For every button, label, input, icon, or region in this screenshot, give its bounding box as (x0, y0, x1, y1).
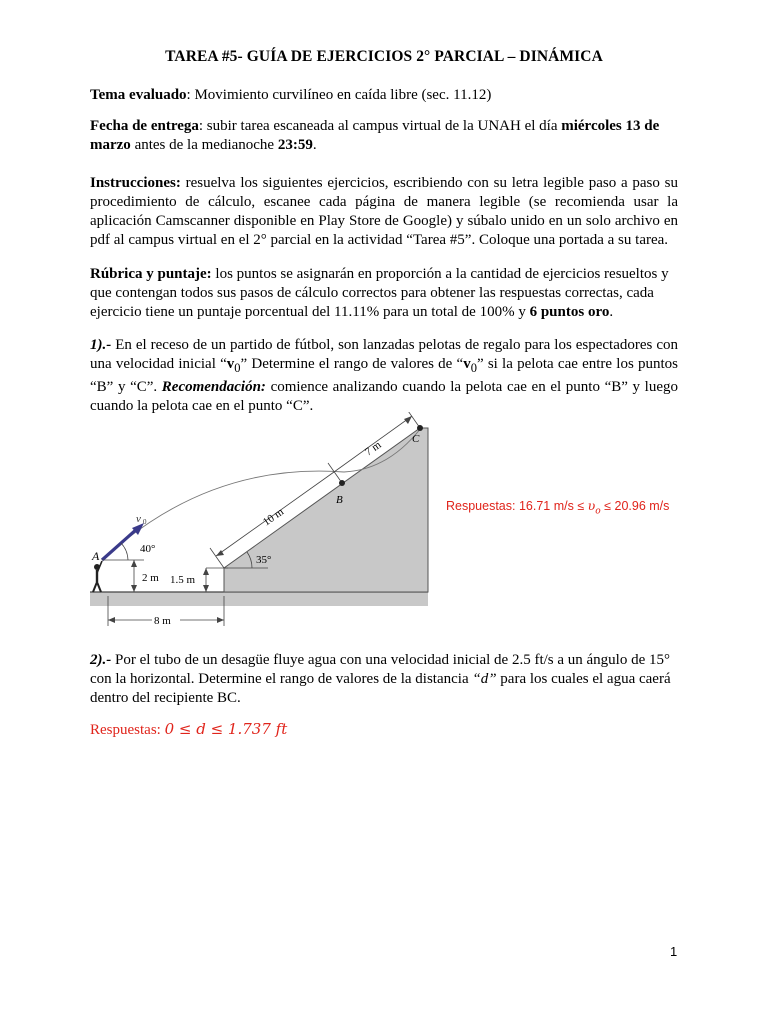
problem1-v0-sub: 0 (234, 361, 241, 375)
problem1-number: 1).- (90, 337, 112, 353)
label-c: C (412, 433, 420, 445)
rubrica-end: . (609, 304, 614, 320)
fecha-label: Fecha de entrega (90, 118, 199, 134)
fecha-end: . (312, 137, 317, 153)
problem1-text-2: ” Determine el rango de valores de “ (240, 356, 464, 372)
label-v0-sub: 0 (143, 518, 147, 526)
problem1-answer (446, 498, 669, 517)
problem1-answer-suffix: ≤ 20.96 m/s (600, 499, 670, 513)
problem1-answer-var: υ (587, 498, 596, 513)
label-10m: 10 m (260, 505, 286, 529)
problem1-figure (88, 412, 430, 632)
point-b-marker (339, 480, 345, 486)
instrucciones-label: Instrucciones: (90, 175, 181, 191)
problem2-number: 2).- (90, 652, 112, 668)
tema-text: : Movimiento curvilíneo en caída libre (sec. 11.12) (186, 87, 492, 103)
problem1-text-3: ” si la pelota cae entre los puntos “B” y “C”. (90, 356, 679, 395)
problem2-var-d: “d” (472, 671, 497, 687)
problem2-answer-prefix: Respuestas: (90, 722, 165, 738)
problem1-text: En el receso de un partido de fútbol, son lanzadas pelotas de regalo para los espectadores con una velocidad inicial “ (90, 337, 678, 372)
problem1-v0-sub-2: 0 (470, 361, 477, 375)
ground (90, 592, 428, 606)
problem2-answer (90, 720, 287, 739)
fecha-text: : subir tarea escaneada al campus virtual de la UNAH el día (198, 118, 562, 134)
v0-arrow (102, 528, 138, 560)
problem2-text: Por el tubo de un desagüe fluye agua con una velocidad inicial de 2.5 ft/s a un ángulo de 15° con la horizontal. Determine el rango de valores de la distancia (90, 652, 671, 687)
label-2m: 2 m (142, 572, 159, 584)
instrucciones-text: resuelva los siguientes ejercicios, escribiendo con su letra legible paso a paso su procedimiento de cálculo, escanee cada página de manera legible (se recomienda usar la aplicación Camscanner disponible en Play Store de Google) y súbalo unido en un solo archivo en pdf al campus virtual en el 2° parcial en la actividad “Tarea #5”. Coloque una portada a su tarea. (90, 175, 678, 248)
problem1-answer-prefix: Respuestas: 16.71 m/s ≤ (446, 499, 588, 513)
fecha-date: miércoles 13 de marzo (90, 118, 660, 153)
tema-paragraph (90, 86, 678, 105)
rubrica-points: 6 puntos oro (529, 304, 610, 320)
label-angle-35: 35° (256, 554, 272, 566)
label-b: B (336, 494, 343, 506)
label-1-5m: 1.5 m (170, 574, 196, 586)
rubrica-paragraph (90, 265, 678, 322)
instrucciones-paragraph (90, 174, 678, 250)
label-angle-40: 40° (140, 543, 156, 555)
problem2-paragraph (90, 651, 678, 708)
page-title: TAREA #5- GUÍA DE EJERCICIOS 2° PARCIAL – DINÁMICA (165, 48, 603, 65)
label-7m: 7 m (362, 438, 384, 459)
rubrica-text: los puntos se asignarán en proporción a la cantidad de ejercicios resueltos y que contengan todos sus pasos de cálculo correctos para obtener las respuestas correctas, cada ejercicio tiene un puntaje porcentual del 11.11% para un total de 100% y (90, 266, 669, 320)
problem1-v0: v (226, 356, 235, 372)
rubrica-label: Rúbrica y puntaje: (90, 266, 212, 282)
tema-label: Tema evaluado (90, 87, 187, 103)
label-v0: v (136, 513, 141, 525)
problem1-recommendation-label: Recomendación: (161, 379, 266, 395)
problem1-v0-2: v (463, 356, 471, 372)
problem1-paragraph (90, 336, 678, 416)
thrower-figure (93, 561, 102, 592)
label-a: A (92, 549, 100, 563)
problem1-answer-sub: o (595, 506, 601, 517)
point-c-marker (417, 425, 423, 431)
fecha-text-2: antes de la medianoche (130, 137, 278, 153)
fecha-time: 23:59 (277, 137, 313, 153)
problem2-answer-math: 0 ≤ d ≤ 1.737 ft (164, 720, 288, 738)
ramp (224, 428, 428, 592)
label-8m: 8 m (154, 615, 171, 627)
page-number: 1 (670, 944, 678, 959)
problem2-text-2: para los cuales el agua caerá dentro del recipiente BC. (90, 671, 671, 706)
fecha-paragraph (90, 117, 678, 155)
problem1-recommendation-text: comience analizando cuando la pelota cae en el punto “B” y luego cuando la pelota cae en el punto “C”. (90, 379, 678, 414)
